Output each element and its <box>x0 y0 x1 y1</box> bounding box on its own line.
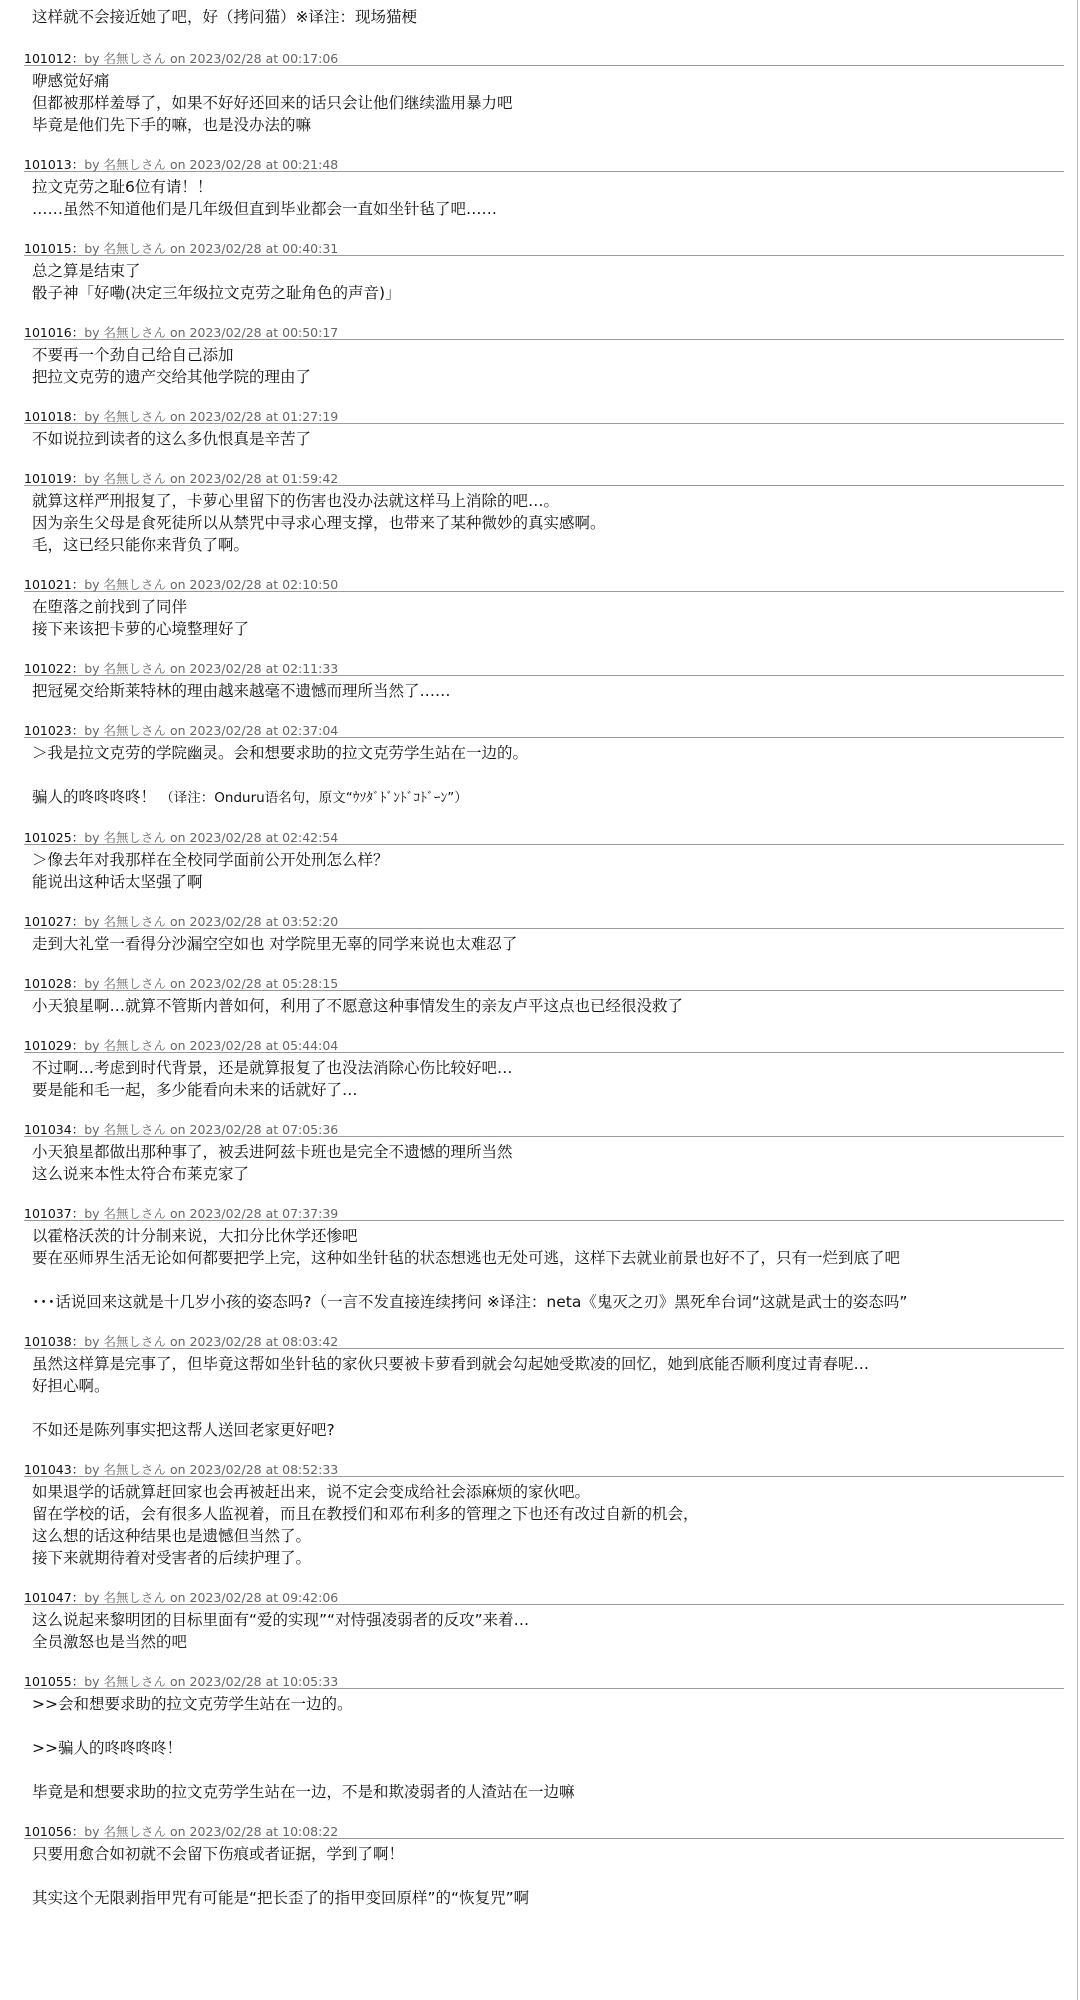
post <box>24 724 1064 831</box>
post-timestamp: on 2023/02/28 at 00:40:31 <box>170 241 339 256</box>
post-author: by 名無しさん <box>84 1462 167 1477</box>
post <box>24 1123 1064 1207</box>
post <box>24 242 1064 326</box>
post-number: 101015： <box>24 241 85 256</box>
post-body <box>24 1221 1064 1313</box>
post-timestamp: on 2023/02/28 at 10:05:33 <box>170 1674 339 1689</box>
post-header <box>24 1591 1064 1605</box>
post <box>24 1591 1064 1675</box>
post-timestamp: on 2023/02/28 at 05:44:04 <box>170 1038 339 1053</box>
post <box>24 1335 1064 1463</box>
post-number: 101022： <box>24 661 85 676</box>
post-spacer <box>24 556 1064 578</box>
lead-text: 这样就不会接近她了吧，好（拷问猫）※译注：现场猫梗 <box>32 8 417 26</box>
blank-line <box>32 1269 1064 1291</box>
post <box>24 1463 1064 1591</box>
post-author: by 名無しさん <box>84 723 167 738</box>
post-line: ＞我是拉文克劳的学院幽灵。会和想要求助的拉文克劳学生站在一边的。 <box>32 744 529 762</box>
blank-line <box>32 1397 1064 1419</box>
post-body <box>24 845 1064 893</box>
post-line: 总之算是结束了 <box>32 262 141 280</box>
post-timestamp: on 2023/02/28 at 09:42:06 <box>170 1590 339 1605</box>
post-number: 101019： <box>24 471 85 486</box>
post-body <box>24 592 1064 640</box>
post-header <box>24 977 1064 991</box>
post-line: 小天狼星都做出那种事了，被丢进阿兹卡班也是完全不遗憾的理所当然 <box>32 1143 513 1161</box>
post-timestamp: on 2023/02/28 at 08:03:42 <box>170 1334 339 1349</box>
post <box>24 915 1064 977</box>
post-line: 不如还是陈列事实把这帮人送回老家更好吧? <box>32 1421 335 1439</box>
post-number: 101038： <box>24 1334 85 1349</box>
post-line: >>会和想要求助的拉文克劳学生站在一边的。 <box>32 1695 353 1713</box>
post-body <box>24 1137 1064 1185</box>
post-spacer <box>24 1909 1064 1931</box>
post-header <box>24 326 1064 340</box>
post-author: by 名無しさん <box>84 1122 167 1137</box>
post <box>24 326 1064 410</box>
post-line: 这么说起来黎明团的目标里面有“爱的实现”“对恃强凌弱者的反攻”来着… <box>32 1611 530 1629</box>
post-header <box>24 724 1064 738</box>
post-header <box>24 578 1064 592</box>
post-timestamp: on 2023/02/28 at 01:27:19 <box>170 409 339 424</box>
post-timestamp: on 2023/02/28 at 03:52:20 <box>170 914 339 929</box>
post-body <box>24 172 1064 220</box>
post-line: 把冠冕交给斯莱特林的理由越来越毫不遗憾而理所当然了…… <box>32 682 451 700</box>
post-number: 101028： <box>24 976 85 991</box>
post-line: 只要用愈合如初就不会留下伤痕或者证据，学到了啊！ <box>32 1845 405 1863</box>
post-spacer <box>24 304 1064 326</box>
post <box>24 831 1064 915</box>
post-spacer <box>24 1185 1064 1207</box>
post-author: by 名無しさん <box>84 661 167 676</box>
post-author: by 名無しさん <box>84 325 167 340</box>
blank-line <box>32 1759 1064 1781</box>
post-number: 101018： <box>24 409 85 424</box>
post-author: by 名無しさん <box>84 577 167 592</box>
post-list <box>24 52 1064 1931</box>
post-author: by 名無しさん <box>84 1674 167 1689</box>
post-line: ＞像去年对我那样在全校同学面前公开处刑怎么样？ <box>32 851 389 869</box>
post-header <box>24 242 1064 256</box>
post-spacer <box>24 1101 1064 1123</box>
post-spacer <box>24 1313 1064 1335</box>
post-spacer <box>24 450 1064 472</box>
post-line: ･･･话说回来这就是十几岁小孩的姿态吗?（一言不发直接连续拷问 ※译注：neta《鬼灭之刃》黑死牟台词“这就是武士的姿态吗” <box>32 1293 908 1311</box>
post-timestamp: on 2023/02/28 at 00:50:17 <box>170 325 339 340</box>
post <box>24 52 1064 158</box>
post-number: 101029： <box>24 1038 85 1053</box>
post-timestamp: on 2023/02/28 at 00:17:06 <box>170 51 339 66</box>
post-body <box>24 66 1064 136</box>
translator-note: （译注：Onduru语名句，原文“ｳｿﾀﾞﾄﾞﾝﾄﾞｺﾄﾞｰﾝ”） <box>156 790 468 806</box>
post-body <box>24 340 1064 388</box>
post-line: 这么说来本性太符合布莱克家了 <box>32 1165 250 1183</box>
post-line: >>骗人的咚咚咚咚！ <box>32 1739 182 1757</box>
post-number: 101023： <box>24 723 85 738</box>
post-line: 要在巫师界生活无论如何都要把学上完，这种如坐针毡的状态想逃也无处可逃，这样下去就业前景也好不了，只有一烂到底了吧 <box>32 1249 901 1267</box>
post-line: 毛，这已经只能你来背负了啊。 <box>32 536 250 554</box>
post-spacer <box>24 1569 1064 1591</box>
post-line: 走到大礼堂一看得分沙漏空空如也 对学院里无辜的同学来说也太难忍了 <box>32 935 518 953</box>
post-timestamp: on 2023/02/28 at 10:08:22 <box>170 1824 339 1839</box>
post-spacer <box>24 136 1064 158</box>
post-timestamp: on 2023/02/28 at 02:10:50 <box>170 577 339 592</box>
post-number: 101025： <box>24 830 85 845</box>
post <box>24 1675 1064 1825</box>
post-body <box>24 929 1064 955</box>
post-line: 小天狼星啊…就算不管斯内普如何，利用了不愿意这种事情发生的亲友卢平这点也已经很没救了 <box>32 997 684 1015</box>
post-line: 毕竟是他们先下手的嘛，也是没办法的嘛 <box>32 116 312 134</box>
post-body <box>24 676 1064 702</box>
post-header <box>24 472 1064 486</box>
post-header <box>24 662 1064 676</box>
post-spacer <box>24 1803 1064 1825</box>
post-body <box>24 1839 1064 1909</box>
post <box>24 1825 1064 1931</box>
post-body <box>24 1053 1064 1101</box>
post-line: 骰子神「好嘞(决定三年级拉文克劳之耻角色的声音)」 <box>32 284 401 302</box>
post-line: 以霍格沃茨的计分制来说，大扣分比休学还惨吧 <box>32 1227 358 1245</box>
post-body <box>24 991 1064 1017</box>
post-author: by 名無しさん <box>84 1824 167 1839</box>
blank-line <box>32 1865 1064 1887</box>
post-line: 因为亲生父母是食死徒所以从禁咒中寻求心理支撑，也带来了某种微妙的真实感啊。 <box>32 514 606 532</box>
post-spacer <box>24 1441 1064 1463</box>
post-spacer <box>24 220 1064 242</box>
post-header <box>24 1123 1064 1137</box>
post-header <box>24 1335 1064 1349</box>
post-number: 101021： <box>24 577 85 592</box>
post-timestamp: on 2023/02/28 at 00:21:48 <box>170 157 339 172</box>
post-header <box>24 1825 1064 1839</box>
post-header <box>24 1207 1064 1221</box>
post-number: 101043： <box>24 1462 85 1477</box>
post-line: 不过啊…考虑到时代背景，还是就算报复了也没法消除心伤比较好吧… <box>32 1059 513 1077</box>
post-author: by 名無しさん <box>84 1334 167 1349</box>
post-header <box>24 1463 1064 1477</box>
post-line: 能说出这种话太坚强了啊 <box>32 873 203 891</box>
post-body <box>24 1349 1064 1441</box>
post-line: 毕竟是和想要求助的拉文克劳学生站在一边，不是和欺凌弱者的人渣站在一边嘛 <box>32 1783 575 1801</box>
post-body <box>24 256 1064 304</box>
post-number: 101047： <box>24 1590 85 1605</box>
post-author: by 名無しさん <box>84 1206 167 1221</box>
post-timestamp: on 2023/02/28 at 08:52:33 <box>170 1462 339 1477</box>
post-line: 就算这样严刑报复了，卡萝心里留下的伤害也没办法就这样马上消除的吧…。 <box>32 492 560 510</box>
post-line: 接下来该把卡萝的心境整理好了 <box>32 620 250 638</box>
post <box>24 1039 1064 1123</box>
post-number: 101055： <box>24 1674 85 1689</box>
post-spacer <box>24 955 1064 977</box>
post-number: 101034： <box>24 1122 85 1137</box>
post-author: by 名無しさん <box>84 914 167 929</box>
post <box>24 472 1064 578</box>
post-author: by 名無しさん <box>84 976 167 991</box>
post-author: by 名無しさん <box>84 830 167 845</box>
post-line: 如果退学的话就算赶回家也会再被赶出来，说不定会变成给社会添麻烦的家伙吧。 <box>32 1483 591 1501</box>
post-spacer <box>24 702 1064 724</box>
post-spacer <box>24 893 1064 915</box>
post-line: 其实这个无限剥指甲咒有可能是“把长歪了的指甲变回原样”的“恢复咒”啊 <box>32 1889 530 1907</box>
post-header <box>24 158 1064 172</box>
post-author: by 名無しさん <box>84 1590 167 1605</box>
post-header <box>24 52 1064 66</box>
post-line: ……虽然不知道他们是几年级但直到毕业都会一直如坐针毡了吧…… <box>32 200 498 218</box>
post-number: 101013： <box>24 157 85 172</box>
post-number: 101056： <box>24 1824 85 1839</box>
post-author: by 名無しさん <box>84 409 167 424</box>
post-line: 不如说拉到读者的这么多仇恨真是辛苦了 <box>32 430 312 448</box>
post-spacer <box>24 1017 1064 1039</box>
post-line: 把拉文克劳的遗产交给其他学院的理由了 <box>32 368 312 386</box>
post-author: by 名無しさん <box>84 471 167 486</box>
post-author: by 名無しさん <box>84 51 167 66</box>
post-author: by 名無しさん <box>84 241 167 256</box>
post-line: 接下来就期待着对受害者的后续护理了。 <box>32 1549 312 1567</box>
post <box>24 158 1064 242</box>
post-line: 骗人的咚咚咚咚！ （译注：Onduru语名句，原文“ｳｿﾀﾞﾄﾞﾝﾄﾞｺﾄﾞｰﾝ”） <box>32 788 468 806</box>
post-body <box>24 1689 1064 1803</box>
post <box>24 662 1064 724</box>
post-body <box>24 1605 1064 1653</box>
post-timestamp: on 2023/02/28 at 07:37:39 <box>170 1206 339 1221</box>
post-number: 101012： <box>24 51 85 66</box>
post-line: 咿感觉好痛 <box>32 72 110 90</box>
post-header <box>24 915 1064 929</box>
post-line: 虽然这样算是完事了，但毕竟这帮如坐针毡的家伙只要被卡萝看到就会勾起她受欺凌的回忆，她到底能否顺利度过青春呢… <box>32 1355 870 1373</box>
post <box>24 1207 1064 1335</box>
post-header <box>24 410 1064 424</box>
post-header <box>24 1039 1064 1053</box>
post-author: by 名無しさん <box>84 1038 167 1053</box>
post-line: 全员激怒也是当然的吧 <box>32 1633 188 1651</box>
post-spacer <box>24 809 1064 831</box>
post-timestamp: on 2023/02/28 at 02:11:33 <box>170 661 339 676</box>
post-timestamp: on 2023/02/28 at 02:42:54 <box>170 830 339 845</box>
post-line: 好担心啊。 <box>32 1377 110 1395</box>
post <box>24 578 1064 662</box>
thread <box>24 0 1064 1931</box>
post-timestamp: on 2023/02/28 at 05:28:15 <box>170 976 339 991</box>
post-header <box>24 1675 1064 1689</box>
post-number: 101016： <box>24 325 85 340</box>
post-number: 101027： <box>24 914 85 929</box>
post-line: 不要再一个劲自己给自己添加 <box>32 346 234 364</box>
post-line: 要是能和毛一起，多少能看向未来的话就好了… <box>32 1081 358 1099</box>
post-timestamp: on 2023/02/28 at 01:59:42 <box>170 471 339 486</box>
post-timestamp: on 2023/02/28 at 07:05:36 <box>170 1122 339 1137</box>
post-body <box>24 486 1064 556</box>
post-header <box>24 831 1064 845</box>
post-line: 拉文克劳之耻6位有请！！ <box>32 178 213 196</box>
post-spacer <box>24 388 1064 410</box>
post-line: 在堕落之前找到了同伴 <box>32 598 188 616</box>
post-spacer <box>24 640 1064 662</box>
post-body <box>24 424 1064 450</box>
post-line: 这么想的话这种结果也是遗憾但当然了。 <box>32 1527 312 1545</box>
post-author: by 名無しさん <box>84 157 167 172</box>
post-line: 留在学校的话，会有很多人监视着，而且在教授们和邓布利多的管理之下也还有改过自新的机会， <box>32 1505 699 1523</box>
post <box>24 410 1064 472</box>
post-number: 101037： <box>24 1206 85 1221</box>
post-body <box>24 738 1064 809</box>
post-line: 但都被那样羞辱了，如果不好好还回来的话只会让他们继续滥用暴力吧 <box>32 94 513 112</box>
post <box>24 977 1064 1039</box>
blank-line <box>32 1715 1064 1737</box>
post-body <box>24 1477 1064 1569</box>
post-spacer <box>24 1653 1064 1675</box>
post-timestamp: on 2023/02/28 at 02:37:04 <box>170 723 339 738</box>
blank-line <box>32 764 1064 786</box>
